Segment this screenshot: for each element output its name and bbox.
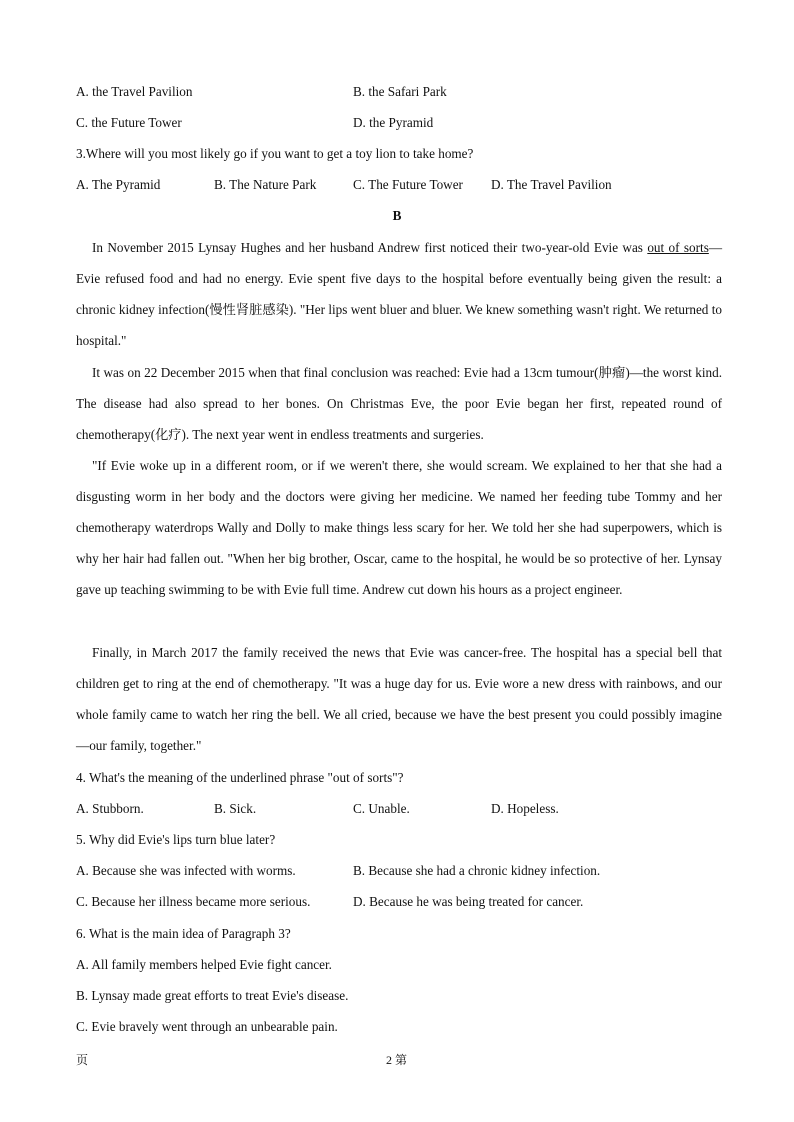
section-heading-b: B [392, 208, 402, 223]
p1-rest: — Evie refused food and had no energy. Evie spent five days to the hospital before eventually being given the result: a chronic kidney infection(慢性肾脏感染). "Her lips went bluer and bluer. We knew something wasn't right. We returned to hospital." [76, 240, 723, 349]
q2-option-b: B. the Safari Park [353, 84, 447, 99]
p4-text: Finally, in March 2017 the family received the news that Evie was cancer-free. The hospital has a special bell that children get to ring at the end of chemotherapy. "It was a huge day for us. Evie wore a new dress with rainbows, and our whole family came to watch her ring the bell. We all cried, because we have the best present you could possibly imagine—our family, together." [76, 645, 722, 754]
q2-option-c: C. the Future Tower [76, 115, 182, 130]
q3-option-a: A. The Pyramid [76, 177, 161, 192]
q4-option-a: A. Stubborn. [76, 801, 144, 816]
passage-paragraph-4 [76, 637, 722, 761]
p1-intro: In November 2015 Lynsay Hughes and her husband Andrew first noticed their two-year-old Evie was [92, 240, 648, 255]
q5-option-c: C. Because her illness became more serious. [76, 894, 311, 909]
q6-question: 6. What is the main idea of Paragraph 3? [76, 926, 291, 941]
q5-option-a: A. Because she was infected with worms. [76, 863, 296, 878]
q5-option-b: B. Because she had a chronic kidney infection. [353, 863, 601, 878]
passage-paragraph-1 [76, 232, 722, 356]
q4-option-b: B. Sick. [214, 801, 257, 816]
underlined-phrase: out of sorts [647, 240, 709, 255]
q3-option-d: D. The Travel Pavilion [491, 177, 612, 192]
p2-text: It was on 22 December 2015 when that final conclusion was reached: Evie had a 13cm tumour(肿瘤)—the worst kind. The disease had also spread to her bones. On Christmas Eve, the poor Evie began her first, repeated round of chemotherapy(化疗). The next year went in endless treatments and surgeries. [76, 365, 722, 443]
footer-page-number: 2 第 [386, 1053, 408, 1067]
q4-option-d: D. Hopeless. [491, 801, 559, 816]
passage-paragraph-3 [76, 450, 722, 605]
p3-text: "If Evie woke up in a different room, or if we weren't there, she would scream. We explained to her that she had a disgusting worm in her body and the doctors were giving her medicine. We named her feeding tube Tommy and her chemotherapy waterdrops Wally and Dolly to make things less scary for her. We told her she had superpowers, which is why her hair had fallen out. "When her big brother, Oscar, came to the hospital, he would be so protective of her. Lynsay gave up teaching swimming to be with Evie full time. Andrew cut down his hours as a project engineer. [76, 458, 722, 598]
q2-option-a: A. the Travel Pavilion [76, 84, 193, 99]
q3-option-c: C. The Future Tower [353, 177, 463, 192]
q5-question: 5. Why did Evie's lips turn blue later? [76, 832, 276, 847]
q3-option-b: B. The Nature Park [214, 177, 317, 192]
q4-option-c: C. Unable. [353, 801, 410, 816]
passage-paragraph-2 [76, 357, 722, 450]
q6-option-c: C. Evie bravely went through an unbearable pain. [76, 1019, 338, 1034]
q6-option-b: B. Lynsay made great efforts to treat Evie's disease. [76, 988, 349, 1003]
q2-option-d: D. the Pyramid [353, 115, 434, 130]
q4-question: 4. What's the meaning of the underlined phrase "out of sorts"? [76, 770, 404, 785]
q5-option-d: D. Because he was being treated for cancer. [353, 894, 584, 909]
q6-option-a: A. All family members helped Evie fight cancer. [76, 957, 332, 972]
q3-question: 3.Where will you most likely go if you want to get a toy lion to take home? [76, 146, 474, 161]
footer-page-char: 页 [76, 1053, 89, 1067]
